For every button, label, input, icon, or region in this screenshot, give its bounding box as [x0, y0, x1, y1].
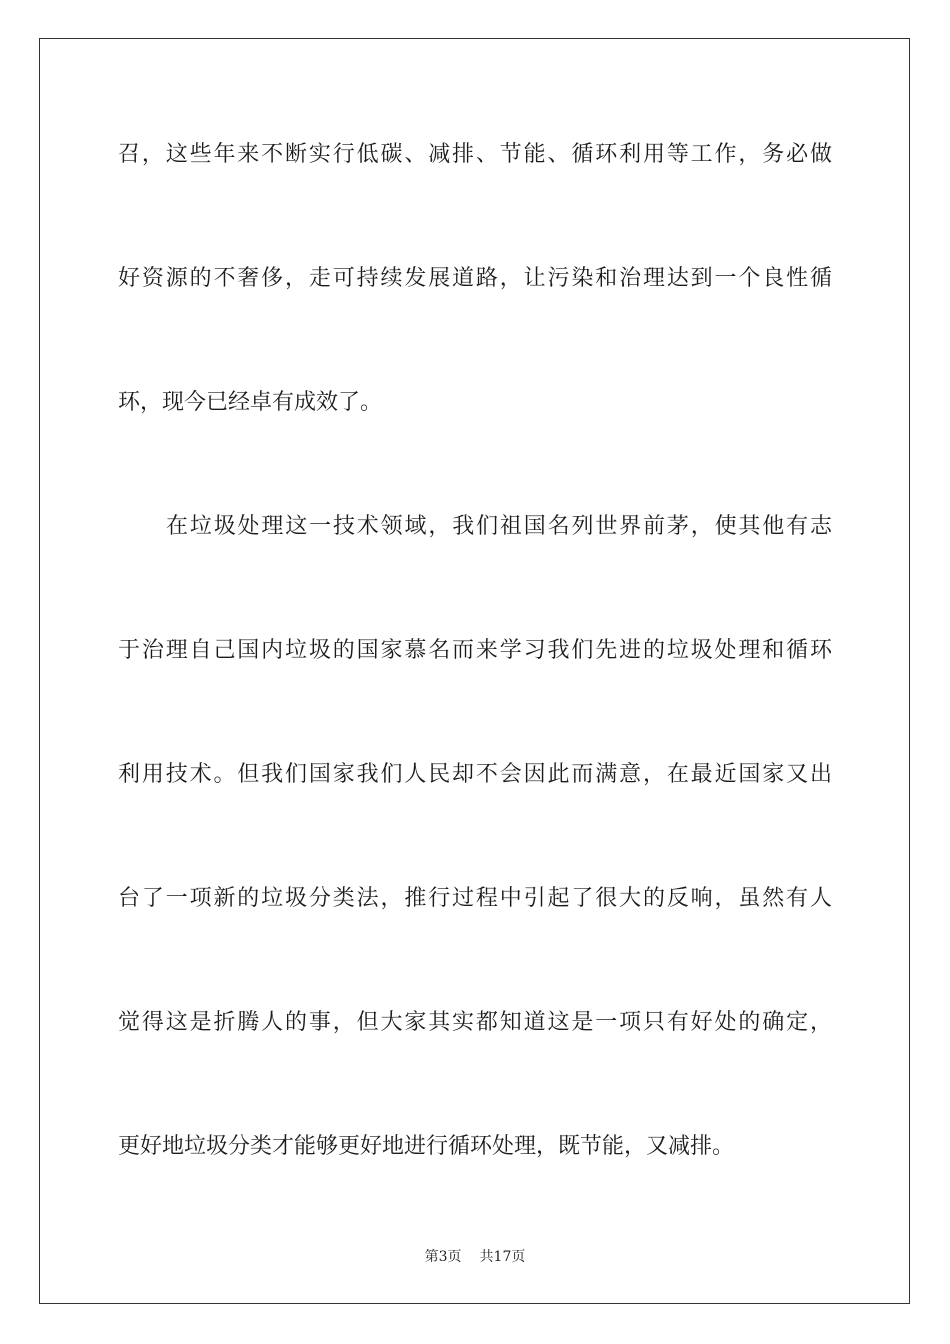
paragraph-line: 更好地垃圾分类才能够更好地进行循环处理，既节能，又减排。	[118, 1134, 735, 1159]
paragraph-line: 在垃圾处理这一技术领域，我们祖国名列世界前茅，使其他有志	[166, 514, 832, 539]
paragraph-line: 觉得这是折腾人的事，但大家其实都知道这是一项只有好处的确定，	[118, 1010, 832, 1035]
page-number: 第3页	[424, 1249, 462, 1265]
document-body	[118, 124, 832, 1240]
paragraph-line: 好资源的不奢侈，走可持续发展道路，让污染和治理达到一个良性循	[118, 266, 832, 291]
paragraph-line: 环，现今已经卓有成效了。	[118, 390, 383, 415]
page-footer	[0, 1246, 950, 1266]
paragraph-line: 于治理自己国内垃圾的国家慕名而来学习我们先进的垃圾处理和循环	[118, 638, 832, 663]
page-total: 共17页	[479, 1249, 526, 1265]
paragraph-line: 召，这些年来不断实行低碳、减排、节能、循环利用等工作，务必做	[118, 142, 832, 167]
paragraph-line: 台了一项新的垃圾分类法，推行过程中引起了很大的反响，虽然有人	[118, 886, 832, 911]
paragraph-line: 利用技术。但我们国家我们人民却不会因此而满意，在最近国家又出	[118, 762, 832, 787]
